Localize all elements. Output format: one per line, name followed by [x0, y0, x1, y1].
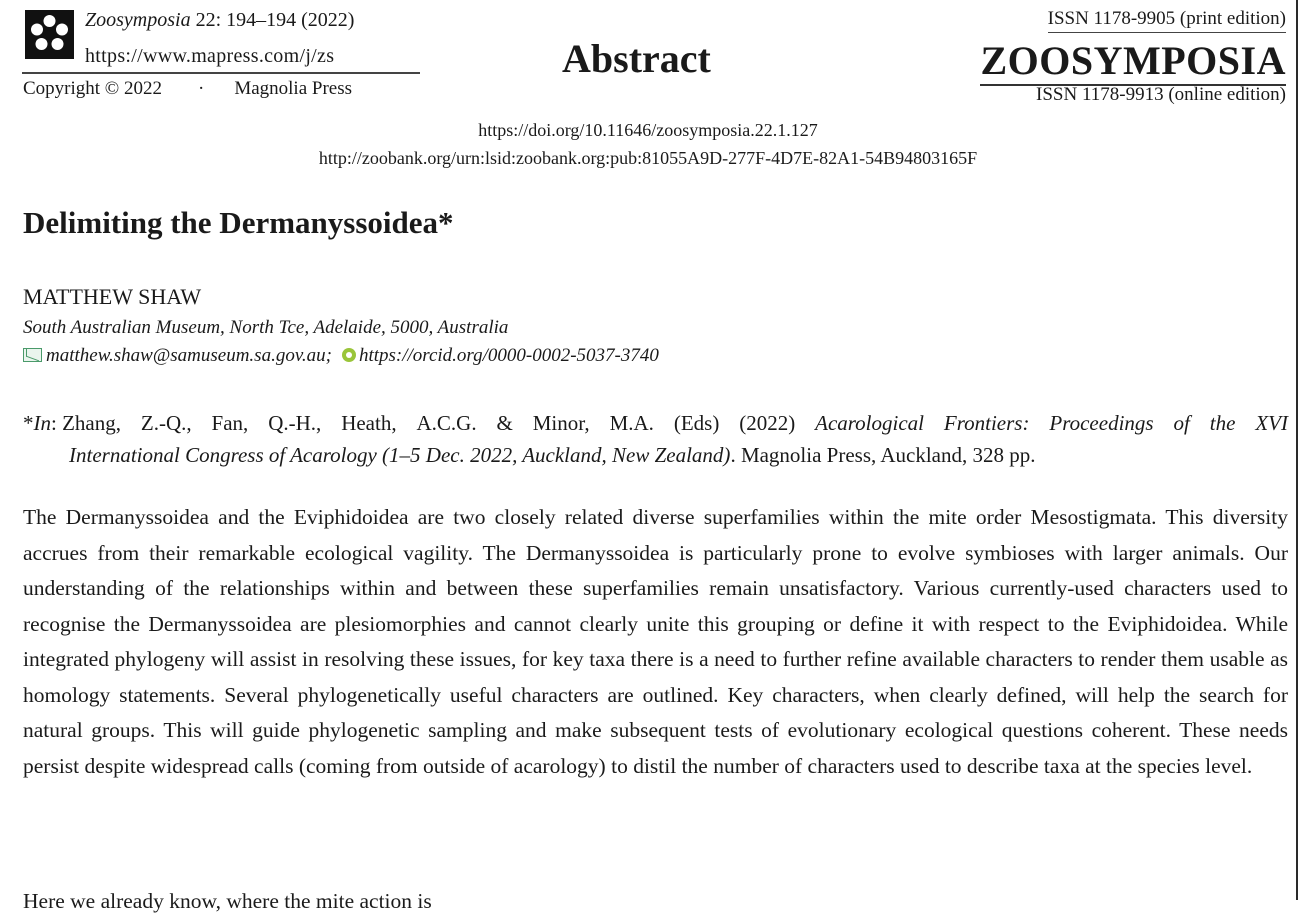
citation-italic-word: of — [1173, 411, 1190, 435]
journal-citation-line — [85, 8, 354, 32]
issn-online: ISSN 1178-9913 (online edition) — [1036, 84, 1286, 105]
citation-italic-word: Frontiers: — [943, 411, 1030, 435]
orcid-icon — [342, 348, 356, 362]
journal-volume-pages: 22: 194–194 (2022) — [190, 9, 355, 31]
journal-name: Zoosymposia — [85, 9, 191, 31]
article-identifiers — [0, 116, 1296, 172]
citation-word: A.C.G. — [416, 411, 477, 435]
citation-proceedings-title: International Congress of Acarology (1–5 Dec. 2022, Auckland, New Zealand) — [69, 443, 731, 467]
citation-word: (2022) — [739, 411, 796, 435]
proceedings-citation — [23, 407, 1288, 471]
abstract-body: The Dermanyssoidea and the Eviphidoidea are two closely related diverse superfamilies within the mite order Mesostigmata. This diversity accrues from their remarkable ecological vagility. The Dermanyssoidea is particularly prone to evolve symbioses with larger animals. Our understanding of the relationships within and between these superfamilies remain unsatisfactory. Various currently-used characters used to recognise the Dermanyssoidea are plesiomorphies and cannot clearly unite this grouping or define it with respect to the Eviphidoidea. While integrated phylogeny will assist in resolving these issues, for key taxa there is a need to further refine available characters to render them usable as homology statements. Several phylogenetically useful characters are outlined. Key characters, when clearly defined, will help the search for natural groups. This will guide phylogenetic sampling and make subsequent tests of evolutionary ecological questions coherent. These needs persist despite widespread calls (coming from outside of acarology) to distil the number of characters used to describe taxa at the species level. — [23, 505, 1288, 778]
citation-italic-word: XVI — [1255, 411, 1288, 435]
mail-icon — [23, 348, 42, 362]
citation-word: Fan, — [211, 411, 249, 435]
citation-line-2 — [23, 439, 1288, 471]
citation-publisher: . Magnolia Press, Auckland, 328 pp. — [730, 443, 1036, 467]
citation-word: (Eds) — [673, 411, 720, 435]
journal-masthead: ZOOSYMPOSIA — [980, 38, 1286, 86]
citation-prefix: *In: Zhang, — [23, 411, 121, 435]
citation-italic-word: the — [1209, 411, 1236, 435]
section-title: Abstract — [562, 36, 711, 81]
citation-word: Q.-H., — [268, 411, 322, 435]
journal-url-link[interactable]: https://www.mapress.com/j/zs — [85, 45, 335, 67]
header-divider — [22, 72, 420, 74]
publisher-name: Magnolia Press — [234, 78, 353, 99]
author-name: MATTHEW SHAW — [23, 284, 202, 309]
abstract-cutoff-line: Here we already know, where the mite action is — [23, 889, 432, 913]
citation-italic-word: Acarological — [815, 411, 925, 435]
journal-header — [0, 0, 1296, 110]
citation-word: Heath, — [341, 411, 397, 435]
author-orcid-link[interactable]: https://orcid.org/0000-0002-5037-3740 — [358, 345, 659, 366]
journal-logo-icon — [25, 10, 74, 59]
copyright-line — [23, 78, 352, 100]
citation-italic-word: Proceedings — [1049, 411, 1154, 435]
zoobank-link[interactable]: http://zoobank.org/urn:lsid:zoobank.org:pub:81055A9D-277F-4D7E-82A1-54B94803165F — [318, 148, 978, 168]
citation-line-1 — [23, 407, 1288, 439]
citation-word: M.A. — [609, 411, 654, 435]
article-title: Delimiting the Dermanyssoidea* — [23, 205, 454, 240]
issn-print: ISSN 1178-9905 (print edition) — [1048, 8, 1286, 33]
citation-word: Minor, — [532, 411, 590, 435]
author-email-link[interactable]: matthew.shaw@samuseum.sa.gov.au; — [46, 345, 332, 366]
citation-word: & — [496, 411, 513, 435]
copyright-separator: · — [198, 78, 205, 99]
citation-word: Z.-Q., — [140, 411, 192, 435]
author-contact — [23, 344, 659, 368]
doi-link[interactable]: https://doi.org/10.11646/zoosymposia.22.1.127 — [478, 120, 818, 140]
author-affiliation: South Australian Museum, North Tce, Adelaide, 5000, Australia — [23, 317, 509, 338]
copyright-text: Copyright © 2022 — [23, 78, 162, 99]
